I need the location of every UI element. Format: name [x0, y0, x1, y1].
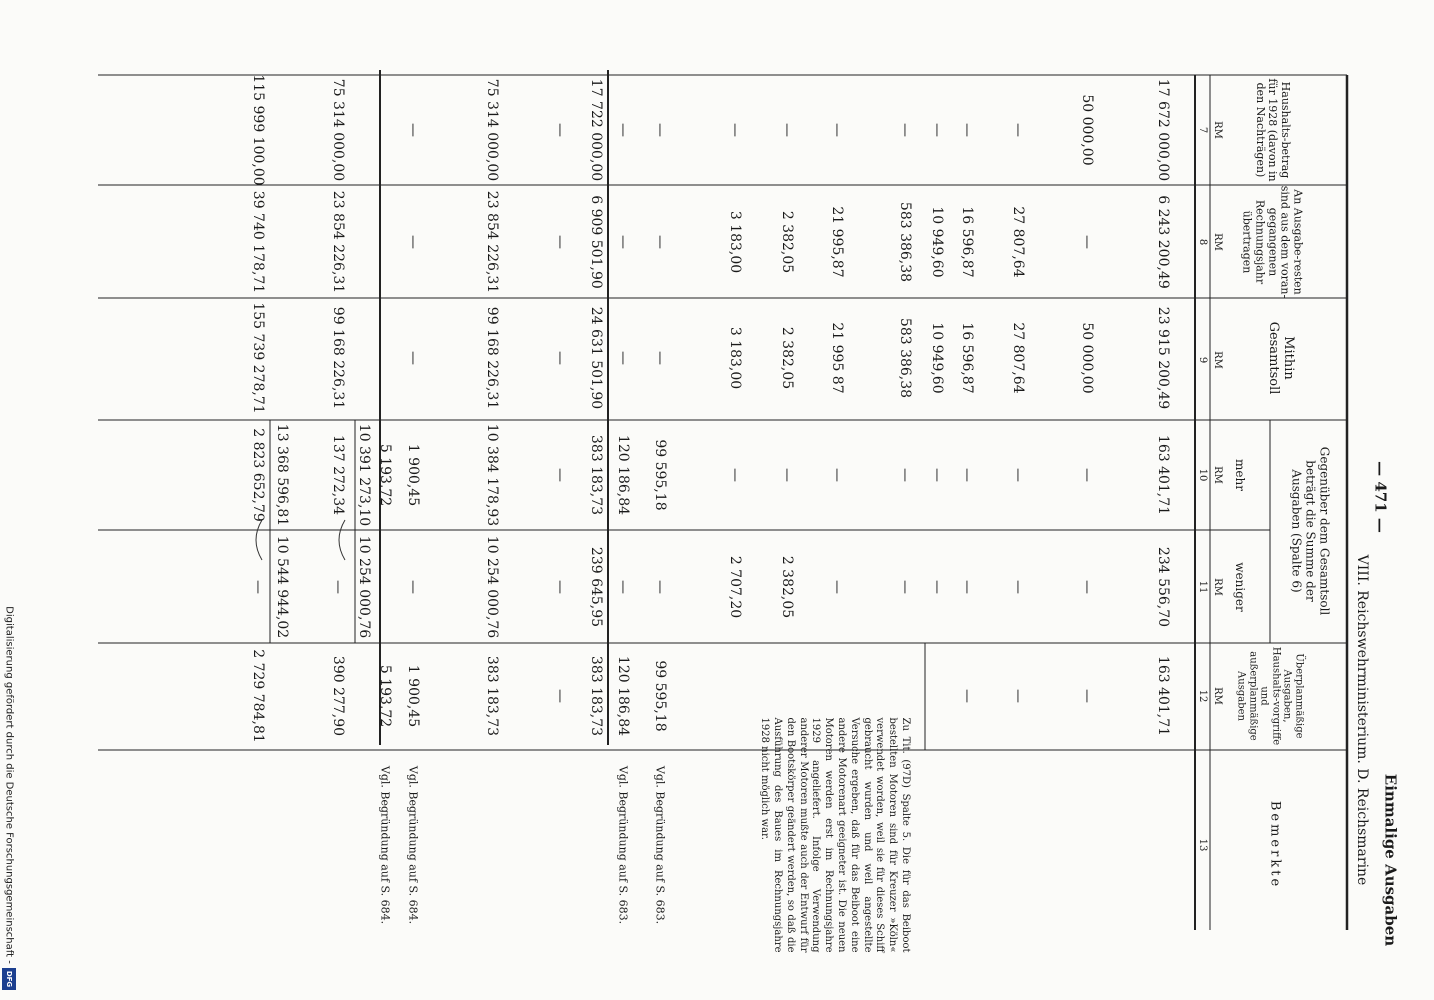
r10-c8: — [652, 235, 668, 249]
remark-block: Zu Tit. (97D) Spalte 5. Die für das Beiboot bestellten Motoren sind für Kreuzer »Köln« verwendet worden, weil sie für dieses Schiff gebraucht wurden und weil angestellte Versuche ergeben, daß für das Beiboot eine andere Motorenart geeigneter ist. Die neuen Motoren werden erst im Rechnungsjahre 1929 angeliefert. Infolge Verwendung anderer Motoren mußte auch der Entwurf für den Bootskörper geändert werden, so daß die Ausführung des Baues im Rechnungsjahre 1928 nicht möglich war. [759, 717, 911, 953]
r11-c10: 120 186,84 [615, 434, 631, 516]
r20-c8: 39 740 178,71 [250, 190, 266, 294]
r15-c7: — [405, 123, 421, 137]
num-col13: 13 [1197, 838, 1208, 852]
r12-c9: 24 631 501,90 [588, 306, 604, 410]
r5-c10: — [929, 468, 945, 482]
r5-c7: — [929, 123, 945, 137]
r17-c11: 10 254 000,76 [356, 535, 372, 639]
r13-c9: — [552, 351, 568, 365]
r15-c12: 1 900,45 [405, 664, 421, 728]
r12-c8: 6 909 501,90 [588, 195, 604, 289]
r10-c11: — [652, 580, 668, 594]
r13-c11: — [552, 580, 568, 594]
dfg-logo [2, 968, 16, 990]
r13-c12: — [552, 689, 568, 703]
section-title: VIII. Reichswehrministerium. D. Reichsmarine [1354, 554, 1370, 886]
unit-col12: RM [1212, 687, 1223, 705]
r3-c11: — [1010, 580, 1026, 594]
r7-c9: 21 995 87 [829, 322, 845, 394]
r14-c9: 99 168 226,31 [484, 306, 500, 410]
r20-c10: 2 823 652,79 [250, 428, 266, 522]
r19-c10: 13 368 596,81 [274, 423, 290, 527]
r11-c7: — [615, 123, 631, 137]
r5-c9: 10 949,60 [929, 322, 945, 394]
r16-c10: 5 193,72 [377, 443, 393, 507]
r20-c11: — [250, 580, 266, 594]
r9-c9: 3 183,00 [727, 326, 743, 390]
page-title: Einmalige Ausgaben [1381, 773, 1400, 947]
r14-c7: 75 314 000,00 [484, 78, 500, 182]
r15-c10: 1 900,45 [405, 443, 421, 507]
r18-c10: 137 272,34 [330, 434, 346, 516]
r8-c11: 2 382,05 [779, 555, 795, 619]
r15-remark: Vgl. Begründung auf S. 684. [406, 765, 420, 925]
r10-c12: 99 595,18 [652, 660, 668, 732]
num-col10: 10 [1197, 468, 1208, 482]
num-col11: 11 [1197, 580, 1208, 594]
r18-c9: 99 168 226,31 [330, 306, 346, 410]
r7-c7: — [829, 123, 845, 137]
r5-c11: — [929, 580, 945, 594]
r12-c11: 239 645,95 [588, 546, 604, 628]
num-col9: 9 [1197, 356, 1208, 364]
r20-c9: 155 739 278,71 [250, 302, 266, 414]
r9-c11: 2 707,20 [727, 555, 743, 619]
r6-c7: — [897, 123, 913, 137]
r18-c7: 75 314 000,00 [330, 78, 346, 182]
r10-c9: — [652, 351, 668, 365]
r18-c11: — [330, 580, 346, 594]
r10-remark: Vgl. Begründung auf S. 683. [653, 765, 667, 925]
r4-c11: — [959, 580, 975, 594]
r10-c7: — [652, 123, 668, 137]
r15-c9: — [405, 351, 421, 365]
r15-c8: — [405, 235, 421, 249]
r8-c10: — [779, 468, 795, 482]
header-col7: Haushalts-betrag für 1928 (davon in den Nachträgen) [1253, 78, 1292, 182]
r20-c7: 115 999 100,00 [250, 74, 266, 186]
r1-c12: 163 401,71 [1155, 655, 1171, 737]
r18-c12: 390 277,90 [330, 655, 346, 737]
unit-col8: RM [1212, 233, 1223, 251]
r13-c7: — [552, 123, 568, 137]
header-col13: Bemerkte [1267, 800, 1283, 890]
r6-c8: 583 386,38 [897, 201, 913, 283]
unit-col7: RM [1212, 121, 1223, 139]
brace-2 [256, 520, 262, 560]
r17-c10: 10 391 273,10 [356, 423, 372, 527]
r9-c10: — [727, 468, 743, 482]
page-number: — 471 — [1371, 461, 1390, 533]
r11-c12: 120 186,84 [615, 655, 631, 737]
r15-c11: — [405, 580, 421, 594]
r14-c12: 383 183,73 [484, 655, 500, 737]
r5-c8: 10 949,60 [929, 206, 945, 278]
r1-c9: 23 915 200,49 [1155, 306, 1171, 410]
unit-col11: RM [1212, 578, 1223, 596]
r2-c11: — [1079, 580, 1095, 594]
unit-col10: RM [1212, 466, 1223, 484]
r12-c12: 383 183,73 [588, 655, 604, 737]
r2-c12: — [1079, 689, 1095, 703]
r3-c9: 27 807,64 [1010, 322, 1026, 394]
r4-c10: — [959, 468, 975, 482]
unit-col9: RM [1212, 351, 1223, 369]
digitization-note: Digitalisierung gefördert durch die Deutsche Forschungsgemeinschaft - [3, 606, 15, 964]
r11-c8: — [615, 235, 631, 249]
r11-remark: Vgl. Begründung auf S. 683. [616, 765, 630, 925]
dfg-logo-text: DFG [5, 970, 13, 988]
r11-c11: — [615, 580, 631, 594]
r16-remark: Vgl. Begründung auf S. 684. [378, 765, 392, 925]
r3-c8: 27 807,64 [1010, 206, 1026, 278]
r8-c8: 2 382,05 [779, 210, 795, 274]
header-col12: Überplanmäßige Ausgaben, Haushalts-vorgriffe und außerplanmäßige Ausgaben [1236, 646, 1305, 746]
r12-c7: 17 722 000,00 [588, 78, 604, 182]
r20-c12: 2 729 784,81 [250, 649, 266, 743]
r18-c8: 23 854 226,31 [330, 190, 346, 294]
r16-c12: 5 193,72 [377, 664, 393, 728]
num-col12: 12 [1197, 689, 1208, 703]
r14-c10: 10 384 178,93 [484, 423, 500, 527]
r3-c7: — [1010, 123, 1026, 137]
r4-c7: — [959, 123, 975, 137]
r3-c10: — [1010, 468, 1026, 482]
r6-c9: 583 386,38 [897, 317, 913, 399]
r14-c8: 23 854 226,31 [484, 190, 500, 294]
num-col7: 7 [1197, 126, 1208, 134]
r6-c11: — [897, 580, 913, 594]
r4-c8: 16 596,87 [959, 206, 975, 278]
header-col8: An Ausgabe-resten sind aus dem voran-gegangenen Rechnungsjahr übertragen [1241, 185, 1305, 299]
header-col10: mehr [1233, 459, 1247, 491]
r6-c10: — [897, 468, 913, 482]
r4-c9: 16 596,87 [959, 322, 975, 394]
r4-c12: — [959, 689, 975, 703]
r11-c9: — [615, 351, 631, 365]
r13-c8: — [552, 235, 568, 249]
brace-1 [339, 520, 345, 560]
header-col10-11-group: Gegenüber dem Gesamtsoll beträgt die Summe der Ausgaben (Spalte 6) [1290, 446, 1332, 616]
r2-c9: 50 000,00 [1079, 322, 1095, 394]
r14-c11: 10 254 000,76 [484, 535, 500, 639]
r1-c10: 163 401,71 [1155, 434, 1171, 516]
r1-c11: 234 556,70 [1155, 546, 1171, 628]
r7-c8: 21 995,87 [829, 206, 845, 278]
r9-c7: — [727, 123, 743, 137]
r7-c11: — [829, 580, 845, 594]
r8-c9: 2 382,05 [779, 326, 795, 390]
r3-c12: — [1010, 689, 1026, 703]
r9-c8: 3 183,00 [727, 210, 743, 274]
header-col11: weniger [1233, 562, 1247, 612]
r12-c10: 383 183,73 [588, 434, 604, 516]
r1-c8: 6 243 200,49 [1155, 195, 1171, 289]
r7-c10: — [829, 468, 845, 482]
r10-c10: 99 595,18 [652, 439, 668, 511]
r2-c7: 50 000,00 [1079, 94, 1095, 166]
r13-c10: — [552, 468, 568, 482]
r2-c8: — [1079, 235, 1095, 249]
r2-c10: — [1079, 468, 1095, 482]
num-col8: 8 [1197, 238, 1208, 246]
r1-c7: 17 672 000,00 [1155, 78, 1171, 182]
header-col9: Mithin Gesamtsoll [1266, 321, 1296, 395]
r19-c11: 10 544 944,02 [274, 535, 290, 639]
r8-c7: — [779, 123, 795, 137]
